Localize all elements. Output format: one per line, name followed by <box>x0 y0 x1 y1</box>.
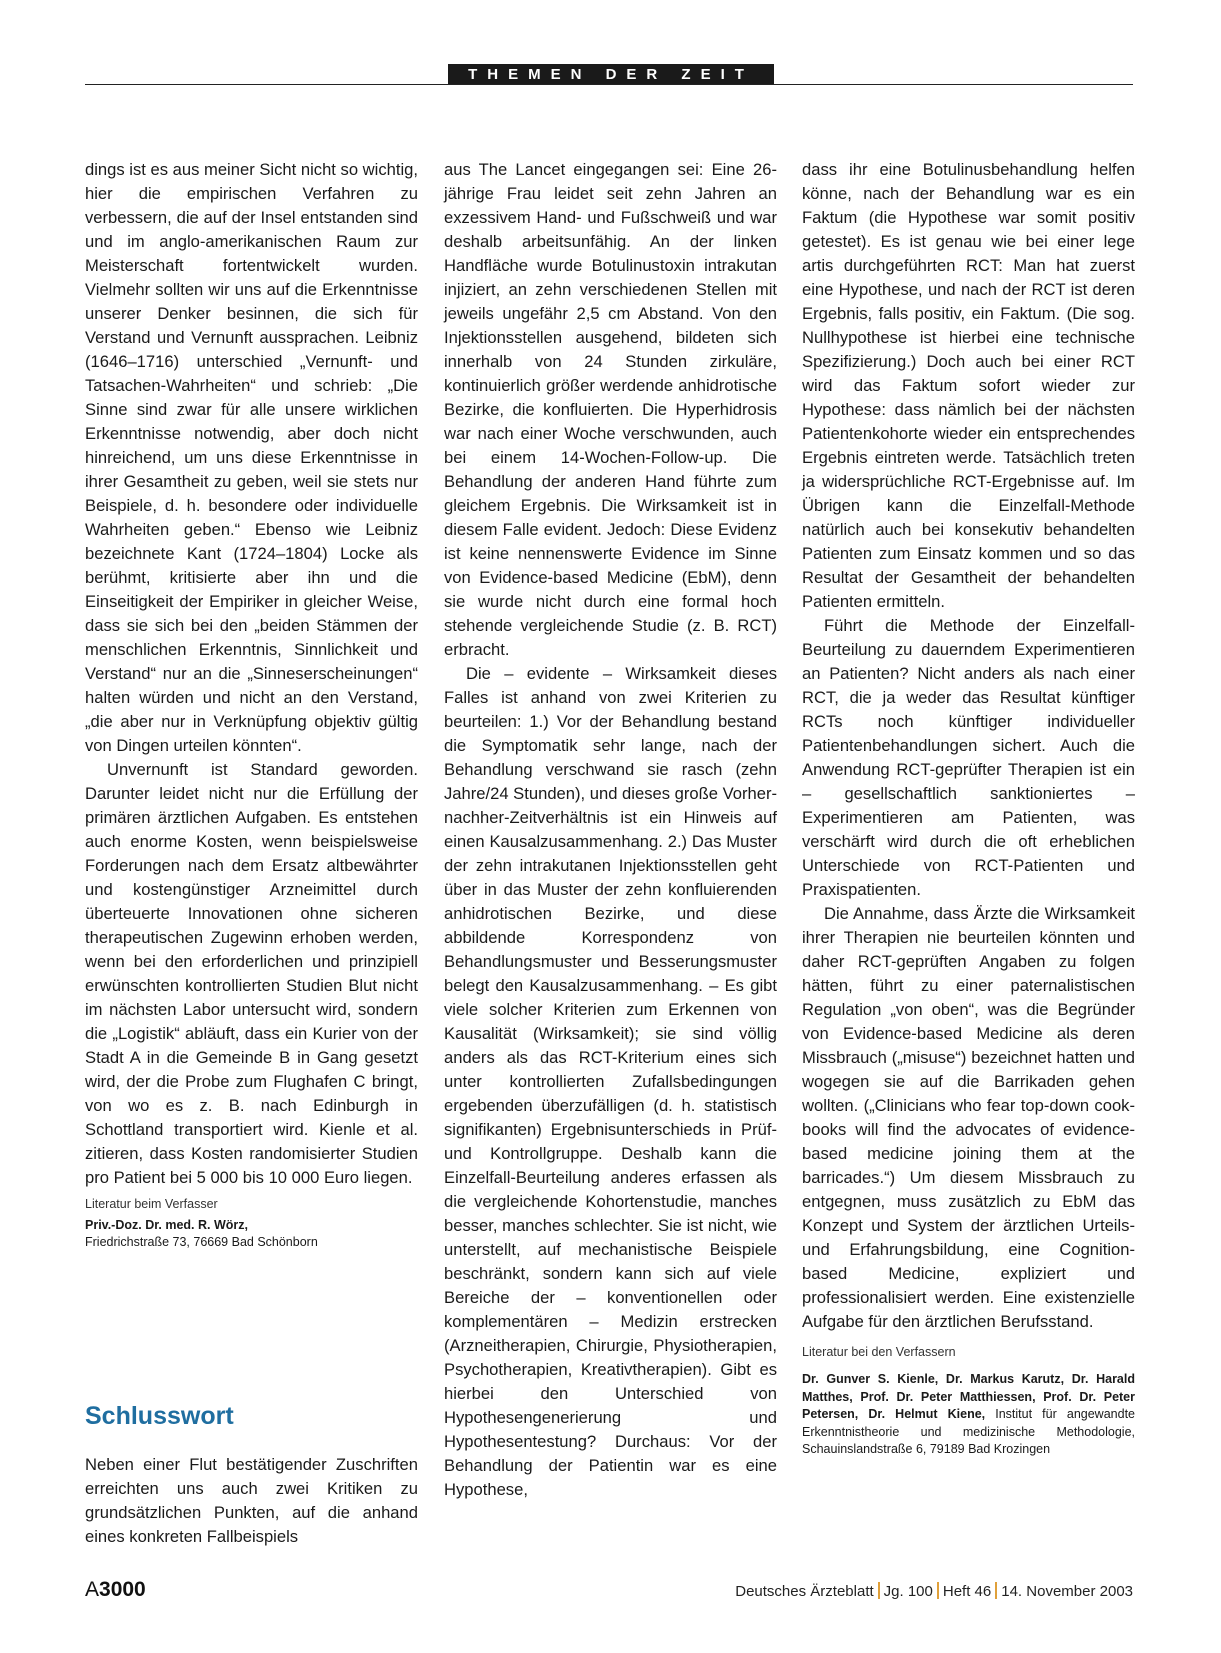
separator <box>878 1582 880 1599</box>
section-heading: Schlusswort <box>85 1402 234 1430</box>
paragraph: Unvernunft ist Standard geworden. Darunter leidet nicht nur die Erfüllung der primären ärztlichen Aufgaben. Es entstehen auch enorme Kosten, wenn beispielsweise Forderungen nach dem Ersatz altbewährter und kostengünstiger Arzneimittel durch überteuerte Innovationen ohne sicheren therapeutischen Zugewinn erhoben werden, wenn bei den erforderlichen und prinzipiell erwünschten kontrollierten Studien Blut nicht im nächsten Labor untersucht wird, sondern die „Logistik“ abläuft, dass ein Kurier von der Stadt A in die Gemeinde B in Gang gesetzt wird, der die Probe zum Flughafen C bringt, von wo es z. B. nach Edinburgh in Schottland transportiert wird. Kienle et al. zitieren, dass Kosten randomisierter Studien pro Patient bei 5 000 bis 10 000 Euro liegen. <box>85 760 418 1187</box>
paragraph: dass ihr eine Botulinusbehandlung helfen könne, nach der Behandlung war es ein Faktum (die Hypothese war somit positiv getestet). Es ist genau wie bei einer lege artis durchgeführten RCT: Man hat zuerst eine Hypothese, und nach der RCT ist deren Ergebnis, falls positiv, ein Faktum. (Die sog. Nullhypothese ist hierbei eine technische Spezifizierung.) Doch auch bei einer RCT wird das Faktum sofort wieder zur Hypothese: dass nämlich bei der nächsten Patientenkohorte wieder ein entsprechendes Ergebnis eintreten werde. Tatsächlich treten ja widersprüchliche RCT-Ergebnisse auf. Im Übrigen kann die Einzelfall-Methode natürlich auch bei konsekutiv behandelten Patienten zum Einsatz kommen und so das Resultat der Gesamtheit der behandelten Patienten ermitteln. <box>802 160 1135 611</box>
paragraph: Die Annahme, dass Ärzte die Wirksamkeit ihrer Therapien nie beurteilen könnten und daher RCT-geprüften Angaben zu folgen hätten, führt zu einer paternalistischen Regulation „von oben“, was die Begründer von Evidence-based Medicine als deren Missbrauch („misuse“) bezeichnet hatten und wogegen sie auf die Barrikaden gehen wollten. („Clinicians who fear top-down cook-books will find the advocates of evidence-based medicine joining them at the barricades.“) Um diesem Missbrauch zu entgegnen, muss zusätzlich zu EbM das Konzept und System der ärztlichen Urteils- und Erfahrungsbildung, eine Cognition-based Medicine, expliziert und professionalisiert werden. Eine existenzielle Aufgabe für den ärztlichen Berufsstand. <box>802 904 1135 1331</box>
section-header: THEMEN DER ZEIT <box>448 64 774 85</box>
literature-note: Literatur bei den Verfassern <box>802 1345 956 1359</box>
authors-institution: Institut für angewandte Erkenntnistheorie und medizinische Methodologie, Schauinslandstraße 6, 79189 Bad Krozingen <box>802 1407 1135 1456</box>
paragraph: aus The Lancet eingegangen sei: Eine 26-jährige Frau leidet seit zehn Jahren an exzessivem Hand- und Fußschweiß und war deshalb arbeitsunfähig. An der linken Handfläche wurde Botulinustoxin intrakutan injiziert, an zehn verschiedenen Stellen mit jeweils ungefähr 2,5 cm Abstand. Von den Injektionsstellen ausgehend, bildeten sich innerhalb von 24 Stunden zirkuläre, kontinuierlich größer werdende anhidrotische Bezirke, die konfluierten. Die Hyperhidrosis war nach einer Woche verschwunden, auch bei einem 14-Wochen-Follow-up. Die Behandlung der anderen Hand führte zum gleichem Ergebnis. Die Wirksamkeit ist in diesem Falle evident. Jedoch: Diese Evidenz ist keine nennenswerte Evidence im Sinne von Evidence-based Medicine (EbM), denn sie wurde nicht durch eine formal hoch stehende vergleichende Studie (z. B. RCT) erbracht. <box>444 160 777 659</box>
paragraph: Neben einer Flut bestätigender Zuschriften erreichten uns auch zwei Kritiken zu grundsätzlichen Punkten, auf die anhand eines konkreten Fallbeispiels <box>85 1455 418 1546</box>
authors-names: Dr. Gunver S. Kienle, Dr. Markus Karutz, Dr. Harald Matthes, Prof. Dr. Peter Matthiessen, Prof. Dr. Peter Petersen, Dr. Helmut Kiene, <box>802 1372 1135 1421</box>
separator <box>937 1582 939 1599</box>
journal-date: 14. November 2003 <box>1001 1583 1133 1600</box>
journal-issue: Heft 46 <box>942 1583 992 1600</box>
paragraph: Führt die Methode der Einzelfall-Beurteilung zu dauerndem Experimentieren an Patienten? Nicht anders als nach einer RCT, die ja weder das Resultat künftiger RCTs noch künftiger individueller Patientenbehandlungen sichert. Auch die Anwendung RCT-geprüfter Therapien ist ein – gesellschaftlich sanktioniertes – Experimentieren am Patienten, was verschärft wird durch die oft erheblichen Unterschiede von RCT-Patienten und Praxispatienten. <box>802 616 1135 899</box>
paragraph: Die – evidente – Wirksamkeit dieses Falles ist anhand von zwei Kriterien zu beurteilen: 1.) Vor der Behandlung bestand die Symptomatik sehr lange, nach der Behandlung verschwand sie rasch (zehn Jahre/24 Stunden), und dieses große Vorher-nachher-Zeitverhältnis ist ein Hinweis auf einen Kausalzusammenhang. 2.) Das Muster der zehn intrakutanen Injektionsstellen geht über in das Muster der zehn konfluierenden anhidrotischen Bezirke, und diese abbildende Korrespondenz von Behandlungsmuster und Besserungsmuster belegt den Kausalzusammenhang. – Es gibt viele solcher Kriterien zum Erkennen von Kausalität (Wirksamkeit); sie sind völlig anders als das RCT-Kriterium eines sich unter kontrollierten Zufallsbedingungen ergebenden überzufälligen (d. h. statistisch signifikanten) Ergebnisunterschieds in Prüf- und Kontrollgruppe. Deshalb kann die Einzelfall-Beurteilung anderes erfassen als die vergleichende Kohortenstudie, manches besser, manches schlechter. Sie ist nicht, wie unterstellt, auf mechanistische Beispiele beschränkt, sondern kann sich auf viele Bereiche der – konventionellen oder komplementären – Medizin erstrecken (Arzneitherapien, Chirurgie, Physiotherapien, Psychotherapien, Kreativtherapien). Gibt es hierbei den Unterschied von Hypothesengenerierung und Hypothesentestung? Durchaus: Vor der Behandlung der Patientin war es eine Hypothese, <box>444 664 778 1499</box>
column-3 <box>802 158 1135 1459</box>
column-1 <box>85 158 418 1251</box>
author-address: Friedrichstraße 73, 76669 Bad Schönborn <box>85 1235 318 1249</box>
authors-block <box>802 1371 1135 1459</box>
journal-volume: Jg. 100 <box>883 1583 933 1600</box>
header-rule <box>85 84 1133 85</box>
literature-note: Literatur beim Verfasser <box>85 1197 218 1211</box>
author-name: Priv.-Doz. Dr. med. R. Wörz, <box>85 1218 248 1232</box>
page-prefix: A <box>85 1578 100 1601</box>
separator <box>995 1582 997 1599</box>
column-1-continued <box>85 1453 418 1549</box>
page-number-value: 3000 <box>99 1578 146 1601</box>
paragraph: dings ist es aus meiner Sicht nicht so wichtig, hier die empirischen Verfahren zu verbessern, die auf der Insel entstanden sind und im anglo-amerikanischen Raum zur Meisterschaft fortentwickelt wurden. Vielmehr sollten wir uns auf die Erkenntnisse unserer Denker besinnen, die sich für Verstand und Vernunft aussprachen. Leibniz (1646–1716) unterschied „Vernunft- und Tatsachen-Wahrheiten“ und schrieb: „Die Sinne sind zwar für alle unsere wirklichen Erkenntnisse notwendig, aber doch nicht hinreichend, um uns diese Erkenntnisse in ihrer Gesamtheit zu geben, weil sie stets nur Beispiele, d. h. besondere oder individuelle Wahrheiten geben.“ Ebenso wie Leibniz bezeichnete Kant (1724–1804) Locke als berühmt, kritisierte aber ihn und die Einseitigkeit der Empiriker in gleicher Weise, dass sie sich bei den „beiden Stämmen der menschlichen Erkenntnis, Sinnlichkeit und Verstand“ nur an die „Sinneserscheinungen“ halten würden und nicht an den Verstand, „die aber nur in Verknüpfung objektiv gültig von Dingen urteilen könnten“. <box>85 160 418 755</box>
journal-info <box>735 1582 1133 1600</box>
journal-name: Deutsches Ärzteblatt <box>735 1583 874 1600</box>
author-block <box>85 1217 418 1251</box>
column-2 <box>444 158 777 1502</box>
page-number <box>85 1578 146 1602</box>
